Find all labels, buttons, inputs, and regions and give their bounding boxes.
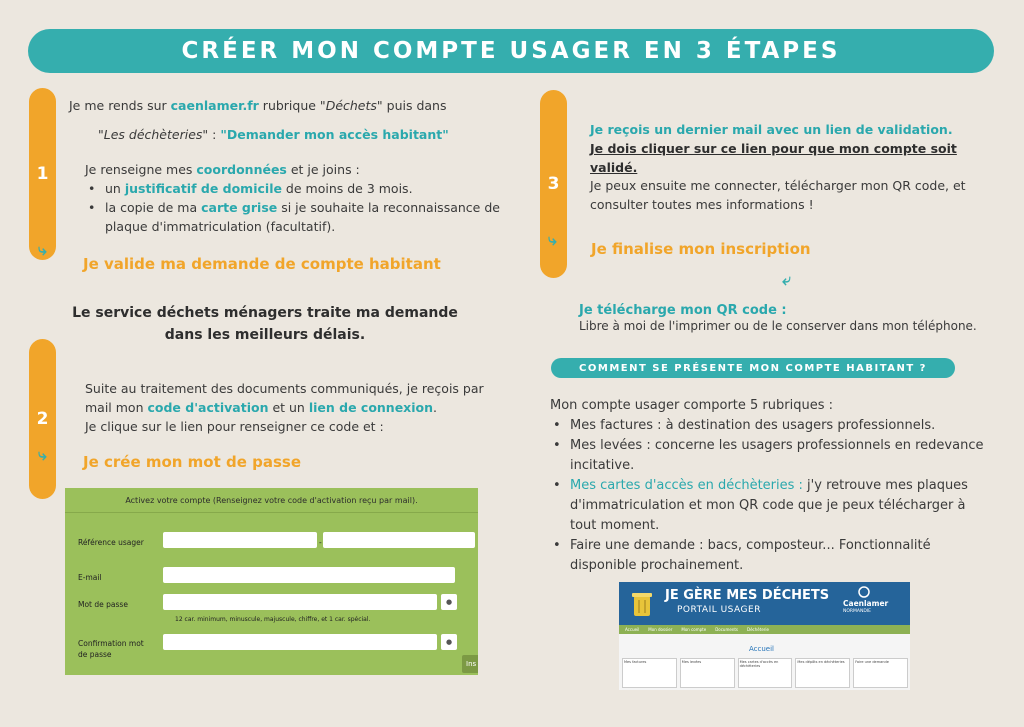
page-title: CRÉER MON COMPTE USAGER EN 3 ÉTAPES xyxy=(28,29,994,73)
qr-code-text: Libre à moi de l'imprimer ou de le conserver dans mon téléphone. xyxy=(579,319,977,333)
nav-item[interactable]: Mon dossier xyxy=(648,627,673,632)
portal-section[interactable]: Faire une demande xyxy=(853,658,908,688)
portal-title: JE GÈRE MES DÉCHETS xyxy=(665,588,830,603)
ref-input-2[interactable] xyxy=(323,532,475,548)
password-field[interactable] xyxy=(163,594,437,610)
portal-section[interactable]: Mes factures xyxy=(622,658,677,688)
nav-item[interactable]: Documents xyxy=(715,627,739,632)
portal-section[interactable]: Mes dépôts en déchèteries xyxy=(795,658,850,688)
step-3-action: Je finalise mon inscription xyxy=(591,240,811,258)
password-hint: 12 car. minimum, minuscule, majuscule, chiffre, et 1 car. spécial. xyxy=(175,616,371,623)
dash-separator: - xyxy=(319,538,322,547)
step-3-line-1: Je reçois un dernier mail avec un lien de validation. xyxy=(590,122,953,137)
account-description: Mon compte usager comporte 5 rubriques : • Mes factures : à destination des usagers professionnels. • Mes levées : concerne les usagers professionnels en redevance incitative. • Mes cartes d'accès en déchèteries : j'y retrouve mes plaques d'immatriculation et mon QR code que je peux télécharger à tout moment. • Faire une demande : bacs, composteur... Fonctionnalité disponible prochainement. xyxy=(550,396,990,576)
step-3-line-3: Je peux ensuite me connecter, télécharger mon QR code, et consulter toutes mes informations ! xyxy=(590,178,966,212)
confirm-password-field[interactable] xyxy=(163,634,437,650)
portal-nav xyxy=(619,625,910,634)
step-2-marker xyxy=(29,339,56,499)
show-confirm-password-icon[interactable]: ● xyxy=(441,634,457,650)
list-item: • un justificatif de domicile de moins de 3 mois. xyxy=(85,179,505,198)
portal-header xyxy=(619,582,910,625)
trash-bin-icon xyxy=(631,590,653,618)
portal-section[interactable]: Mes levées xyxy=(680,658,735,688)
step-3-line-2: Je dois cliquer sur ce lien pour que mon compte soit validé. xyxy=(590,141,957,175)
portal-logo-name: Caenlamer xyxy=(843,599,889,608)
email-label: E-mail xyxy=(78,573,102,582)
ref-input-1[interactable] xyxy=(163,532,317,548)
nav-item[interactable]: Mon compte xyxy=(681,627,707,632)
account-banner: COMMENT SE PRÉSENTE MON COMPTE HABITANT ? xyxy=(551,358,955,378)
arrow-icon: ⤷ xyxy=(38,240,47,259)
step-1-marker xyxy=(29,88,56,260)
step-2-number: 2 xyxy=(36,409,49,429)
list-item: • Mes cartes d'accès en déchèteries : j'y retrouve mes plaques d'immatriculation et mon QR code que je peux télécharger à tout moment. xyxy=(550,476,990,536)
step-1-body: Je renseigne mes coordonnées et je joins : • un justificatif de domicile de moins de 3 mois. • la copie de ma carte grise si je souhaite la reconnaissance de plaque d'immatriculation (facultatif). xyxy=(85,160,505,236)
curved-arrow-icon: ⤶ xyxy=(782,270,791,289)
caenlamer-link[interactable]: caenlamer.fr xyxy=(170,98,259,113)
confirm-password-label: Confirmation mot de passe xyxy=(78,639,144,659)
qr-code-title: Je télécharge mon QR code : xyxy=(579,303,787,318)
nav-item[interactable]: Accueil xyxy=(625,627,640,632)
portal-section[interactable]: Mes cartes d'accès en déchèteries xyxy=(738,658,793,688)
submit-button[interactable]: Ins xyxy=(462,655,478,673)
step-1-number: 1 xyxy=(36,164,49,184)
arrow-icon: ⤷ xyxy=(548,230,557,249)
step-1-action: Je valide ma demande de compte habitant xyxy=(83,255,441,273)
list-item: • Mes factures : à destination des usagers professionnels. xyxy=(550,416,990,436)
step-2-body: Suite au traitement des documents communiqués, je reçois par mail mon code d'activation et un lien de connexion. Je clique sur le lien pour renseigner ce code et : xyxy=(85,381,484,434)
nav-item[interactable]: Déchèterie xyxy=(747,627,769,632)
show-password-icon[interactable]: ● xyxy=(441,594,457,610)
form-header: Activez votre compte (Renseignez votre code d'activation reçu par mail). xyxy=(65,488,478,513)
portal-home-title: Accueil xyxy=(749,645,774,653)
step-1-line-1: Je me rends sur caenlamer.fr rubrique "Déchets" puis dans xyxy=(69,98,447,113)
portal-logo-sub: NORMANDIE xyxy=(843,609,871,614)
caenlamer-logo-icon xyxy=(857,585,871,599)
step-3-number: 3 xyxy=(547,174,560,194)
step-2-action: Je crée mon mot de passe xyxy=(83,453,302,471)
step-1-line-2: "Les déchèteries" : "Demander mon accès habitant" xyxy=(98,127,449,142)
processing-message: Le service déchets ménagers traite ma demande dans les meilleurs délais. xyxy=(72,305,458,343)
list-item: • Faire une demande : bacs, composteur... Fonctionnalité disponible prochainement. xyxy=(550,536,990,576)
arrow-icon: ⤷ xyxy=(38,445,47,464)
email-field[interactable] xyxy=(163,567,455,583)
password-label: Mot de passe xyxy=(78,600,128,609)
portal-sections xyxy=(622,658,908,688)
list-item: • Mes levées : concerne les usagers professionnels en redevance incitative. xyxy=(550,436,990,476)
activation-form xyxy=(65,488,478,675)
ref-label: Référence usager xyxy=(78,538,144,547)
portal-subtitle: PORTAIL USAGER xyxy=(677,605,761,615)
list-item: • la copie de ma carte grise si je souhaite la reconnaissance de plaque d'immatriculation (facultatif). xyxy=(85,198,505,236)
portal-screenshot xyxy=(619,582,910,690)
